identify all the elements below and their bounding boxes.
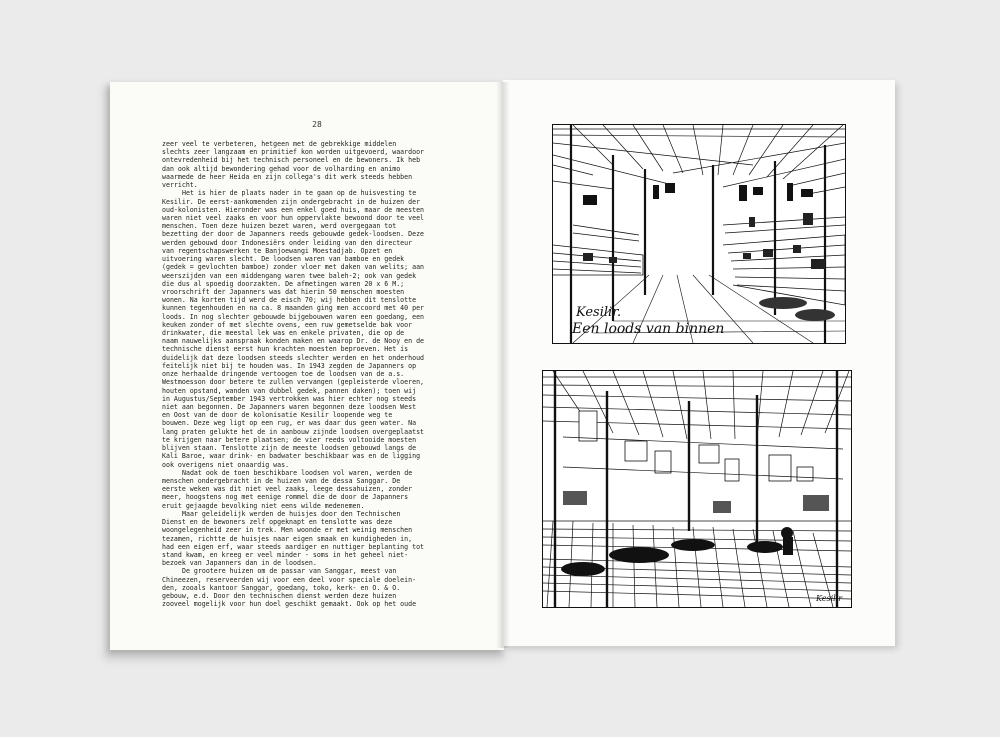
text-line: Nadat ook de toen beschikbare loodsen vol waren, werden de [182, 468, 413, 477]
paragraph [162, 510, 482, 568]
paragraph [162, 469, 482, 510]
text-line: blijven staan. Tenslotte zijn de meeste loodsen gebouwd langs de [162, 444, 417, 453]
drawing-caption-place: Kesilir. [576, 305, 622, 320]
text-line: houten opstand, wanden van dubbel gedek, pannen daken); toen wij [162, 386, 417, 395]
text-line: technische dienst eerst hun krachten moesten beproeven. Het is [162, 345, 409, 354]
text-line: in Augustus/September 1943 vertrokken was hier echter nog steeds [162, 394, 417, 403]
text-line: onze herhaalde dringende vertoogen toe de loodsen van de a.s. [162, 370, 405, 379]
text-line: van regentschapswerken te Banjoewangi Moestadjab. Opzet en [162, 246, 393, 255]
paragraph [162, 567, 482, 608]
text-line: ontevredenheid bij het technisch personeel en de bewoners. Ik heb [162, 156, 421, 165]
text-line: en Oost van de door de kolonisatie Kesilir loopende weg te [162, 411, 393, 420]
text-line: weerszijden van een middengang waren twee baleh-2; ook van gedek [162, 271, 417, 280]
text-line: feitelijk niet bij te houden was. In 1943 zegden de Japanners op [162, 361, 417, 370]
text-line: zooveel mogelijk voor hun doel geschikt gemaakt. Ook op het oude [162, 600, 417, 609]
text-line: gebouw, e.d. Door den technischen dienst werden deze huizen [162, 592, 397, 601]
text-line: die dus al spoedig doorzakten. De afmetingen waren 20 x 6 M.; [162, 279, 405, 288]
text-line: drinkwater, die meestal lek was en enkele privaten, die op de [162, 329, 405, 338]
barrack-crowded-sketch [543, 371, 851, 607]
text-line: vroorschrift der Japanners was dat hierin 50 menschen moesten [162, 287, 405, 296]
body-text [162, 140, 482, 608]
text-line: bezoek van Japanners dan in de loodsen. [162, 559, 317, 568]
text-line: Westmoesson door betere te zullen vervangen (gepleisterde vloeren, [162, 378, 425, 387]
text-line: (gedek = gevlochten bamboe) zonder vloer met daken van welits; aan [162, 263, 425, 272]
text-line: Kali Baroe, waar drink- en badwater beschikbaar was en de ligging [162, 452, 421, 461]
text-line: Kesilir. De eerst-aankomenden zijn ondergebracht in de huizen der [162, 197, 421, 206]
text-line: dan ook altijd bewondering gehad voor de volharding en animo [162, 164, 401, 173]
text-line: waarmede de heer Heida en zijn collega's dit werk steeds hebben [162, 172, 413, 181]
text-line: te krijgen naar betere plaatsen; de vier reeds voltooide moesten [162, 435, 417, 444]
text-line: niet aan begonnen. De Japanners waren begonnen deze loodsen West [162, 403, 417, 411]
text-line: Maar geleidelijk werden de huisjes door den Technischen [182, 509, 401, 518]
text-line: lang praten gelukte het de in aanbouw zijnde loodsen overgeplaatst [162, 427, 425, 436]
paragraph [162, 189, 482, 468]
text-line: bouwen. Deze weg ligt op een rug, er was daar dus geen water. Na [162, 419, 417, 428]
text-line: tezamen, richtte de huisjes naar eigen smaak en kundigheden in, [162, 534, 413, 543]
text-line: keuken zonder of met slechte ovens, een ruw gemetselde bak voor [162, 320, 413, 329]
text-line: werden gebouwd door Indonesiërs onder leiding van den directeur [162, 238, 413, 247]
text-line: menschen. Toen deze huizen bezet waren, werd overgegaan tot [162, 222, 397, 231]
text-line: woongelegenheid zeer in trek. Men woonde er met weinig menschen [162, 526, 413, 535]
text-line: den, zooals kantoor Sanggar, goedang, toko, kerk- en O. & O. [162, 583, 401, 592]
text-line: stand kwam, en kreeg er veel minder - soms in het geheel niet- [162, 550, 409, 559]
text-line: duidelijk dat deze loodsen steeds slechter werden en het onderhoud [162, 353, 425, 362]
text-line: meer, hoogstens nog met eenige rommel die de door de Japanners [162, 493, 409, 502]
text-line: eruit gejaagde bevolking niet eens wilde medenemen. [162, 501, 365, 510]
text-line: kunnen tegenhouden en na ca. 8 maanden ging men accoord met 40 per [162, 304, 425, 313]
text-line: zeer veel te verbeteren, hetgeen met de gebrekkige middelen [162, 140, 397, 148]
text-line: uitvoering waren slecht. De loodsen waren van bamboe en gedek [162, 255, 405, 264]
text-line: loods. In nog slechter gebouwde bijgebouwen waren een goedang, een [162, 312, 425, 321]
book-gutter [496, 82, 510, 648]
text-line: Dienst en de bewoners zelf opgeknapt en tenslotte was deze [162, 518, 393, 527]
text-line: naam nauwelijks aanspraak konden maken en waarop Dr. de Nooy en de [162, 337, 425, 346]
paragraph [162, 140, 482, 189]
text-line: slechts zeer langzaam en primitief kon worden uitgevoerd, waardoor [162, 148, 425, 157]
text-line: wonen. Na korten tijd werd de eisch 70; wij hebben dit tenslotte [162, 296, 417, 305]
text-line: verricht. [162, 181, 198, 190]
text-line: menschen ondergebracht in de huizen van de dessa Sanggar. De [162, 476, 401, 485]
text-line: ook overigens niet onaardig was. [162, 460, 290, 469]
text-line: eerste weken was dit niet veel zaaks, leege dessahuizen, zonder [162, 485, 413, 494]
text-line: Het is hier de plaats nader in te gaan op de huisvesting te [182, 189, 417, 198]
text-line: bezetting der door de Japanners reeds gebouwde gedek-loodsen. Deze [162, 230, 425, 239]
text-line: De grootere huizen om de passar van Sanggar, meest van [182, 567, 397, 576]
text-line: Chineezen, reserveerden wij voor een deel voor speciale doelein- [162, 575, 417, 584]
text-line: oud-kolonisten. Hieronder was een enkel goed huis, maar de meesten [162, 205, 425, 214]
text-line: waren niet veel zaaks en voor hun oppervlakte bewoond door te veel [162, 213, 425, 222]
text-line: had een eigen erf, waar steeds aardiger en nuttiger beplanting tot [162, 542, 425, 551]
drawing-caption-title: Een loods van binnen [572, 321, 725, 337]
page-number: 28 [312, 120, 322, 129]
barrack-crowded-drawing [542, 370, 852, 608]
artist-signature: Kesilir [816, 594, 843, 603]
